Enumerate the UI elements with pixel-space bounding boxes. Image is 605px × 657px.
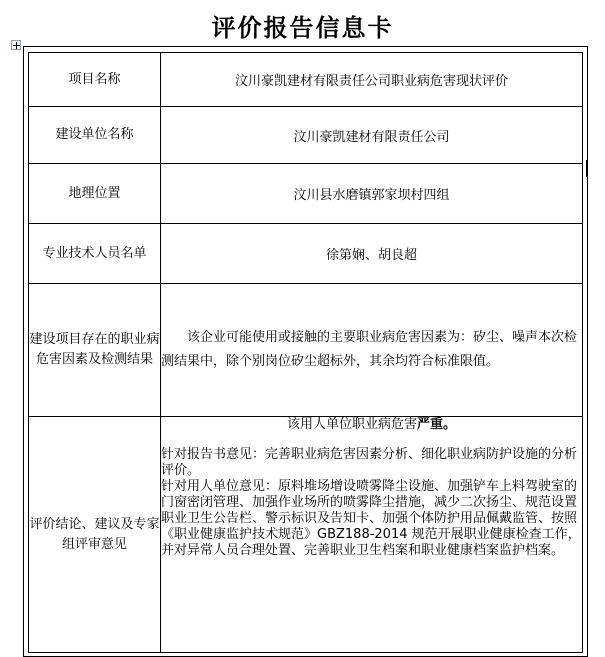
factors-label: 建设项目存在的职业病危害因素及检测结果	[29, 284, 161, 417]
builder-label: 建设单位名称	[29, 107, 161, 164]
report-opinion-text: 针对报告书意见：完善职业病危害因素分析、细化职业病防护设施的分析评价。	[161, 447, 578, 478]
page-title: 评价报告信息卡	[211, 13, 394, 42]
factors-cell	[161, 284, 583, 417]
table-row	[29, 224, 583, 284]
conclusion-head-prefix: 该用人单位职业病危害	[286, 417, 417, 432]
info-card-table	[28, 52, 583, 653]
conclusion-headline	[161, 417, 582, 433]
conclusion-cell	[161, 417, 583, 653]
location-label: 地理位置	[29, 164, 161, 224]
table-row	[29, 284, 583, 417]
location-value: 汶川县水磨镇郭家坝村四组	[161, 164, 583, 224]
table-row	[29, 53, 583, 107]
staff-value: 徐第娴、胡良超	[161, 224, 583, 284]
factors-text: 该企业可能使用或接触的主要职业病危害因素为：矽尘、噪声本次检测结果中，除个别岗位矽尘超标外，其余均符合标准限值。	[161, 330, 578, 369]
table-row	[29, 164, 583, 224]
table-row	[29, 417, 583, 653]
project-name-label: 项目名称	[29, 53, 161, 107]
employer-opinion-text: 针对用人单位意见：原料堆场增设喷雾降尘设施、加强铲车上料驾驶室的门窗密闭管理、加强作业场所的喷雾降尘措施，减少二次扬尘、规范设置职业卫生公告栏、警示标识及告知卡、加强个体防护用品佩戴监管、按照《职业健康监护技术规范》GBZ188-2014 规范开展职业健康检查工作，并对异常人员合理处置、完善职业卫生档案和职业健康档案监护档案。	[161, 479, 581, 558]
conclusion-head-emphasis: 严重。	[417, 417, 457, 432]
table-row	[29, 107, 583, 164]
table-move-handle-icon[interactable]	[11, 40, 21, 50]
builder-value: 汶川豪凯建材有限责任公司	[161, 107, 583, 164]
project-name-value: 汶川豪凯建材有限责任公司职业病危害现状评价	[161, 53, 583, 107]
conclusion-label: 评价结论、建议及专家组评审意见	[29, 417, 161, 653]
staff-label: 专业技术人员名单	[29, 224, 161, 284]
